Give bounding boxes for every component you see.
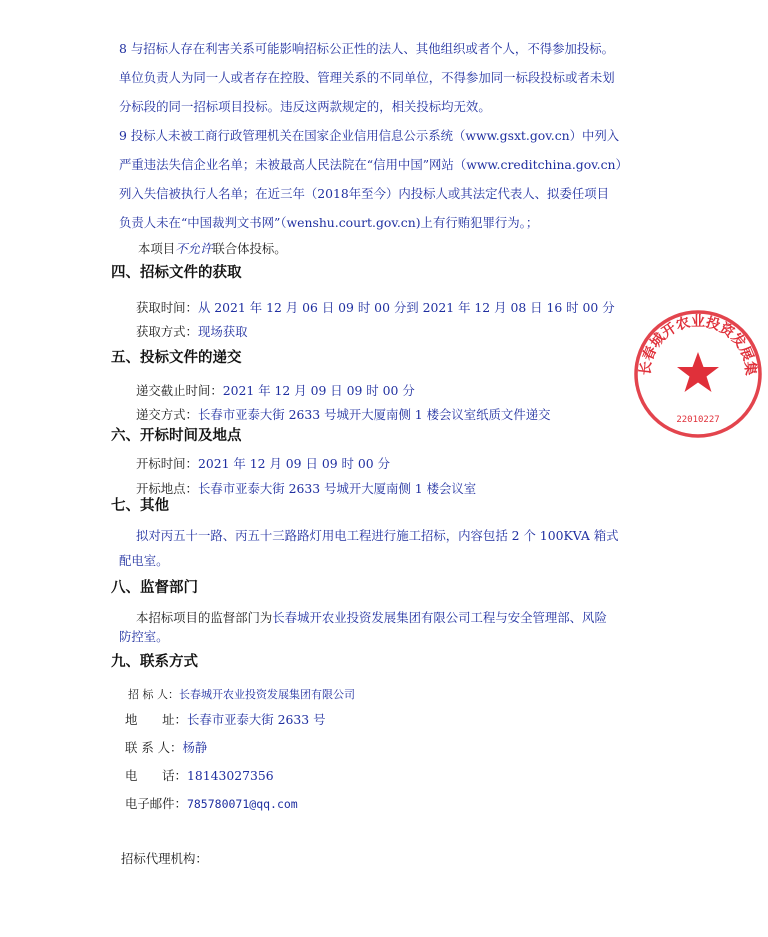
s6-time-row bbox=[136, 455, 390, 473]
item9-line4: 负责人未在“中国裁判文书网”（wenshu.court.gov.cn)上有行贿犯罪行为。； bbox=[119, 215, 539, 230]
s9-address-row bbox=[125, 711, 326, 729]
seal-number: 22010227 bbox=[676, 415, 720, 425]
section5-heading: 五、投标文件的递交 bbox=[111, 350, 242, 366]
section6-heading: 六、开标时间及地点 bbox=[111, 428, 242, 444]
s6-time-label: 开标时间： bbox=[136, 456, 198, 471]
s5-deadline-label: 递交截止时间： bbox=[136, 383, 223, 398]
joint-bid-prefix: 本项目 bbox=[138, 241, 176, 256]
s8-prefix: 本招标项目的监督部门为 bbox=[136, 610, 273, 625]
s9-phone-row bbox=[125, 767, 274, 785]
s9-tenderer-label: 招 标 人： bbox=[128, 688, 179, 701]
s8-line2: 防控室。 bbox=[119, 629, 169, 644]
s4-method-row bbox=[136, 323, 248, 341]
s5-deadline-value: 2021 年 12 月 09 日 09 时 00 分 bbox=[222, 383, 415, 398]
item9-line2: 严重违法失信企业名单；未被最高人民法院在“信用中国”网站（www.creditchina.gov.cn） bbox=[119, 157, 628, 172]
s5-method-label: 递交方式： bbox=[136, 407, 198, 422]
joint-bid-value: 不允许 bbox=[175, 241, 213, 256]
section9-heading: 九、联系方式 bbox=[111, 654, 198, 670]
s9-contact-label: 联 系 人： bbox=[125, 740, 183, 755]
s9-contact-value: 杨静 bbox=[182, 740, 208, 755]
section8-heading: 八、监督部门 bbox=[111, 580, 198, 596]
s9-address-label: 地 址： bbox=[125, 712, 187, 727]
s6-place-row bbox=[136, 480, 476, 498]
s7-line2: 配电室。 bbox=[119, 553, 169, 568]
item9-line3: 列入失信被执行人名单；在近三年（2018年至今）内投标人或其法定代表人、拟委任项目 bbox=[119, 186, 609, 201]
s5-deadline-row bbox=[136, 382, 415, 400]
seal-text: 长春城开农业投资发展集 bbox=[637, 314, 759, 377]
s9-address-value: 长春市亚泰大街 2633 号 bbox=[186, 712, 326, 727]
s6-place-label: 开标地点： bbox=[136, 481, 198, 496]
section7-heading: 七、其他 bbox=[111, 498, 169, 514]
s9-agency-label: 招标代理机构： bbox=[121, 851, 208, 866]
s5-method-row bbox=[136, 406, 551, 424]
item8-line2: 单位负责人为同一人或者存在控股、管理关系的不同单位，不得参加同一标段投标或者未划 bbox=[119, 70, 615, 85]
item8-line1: 8 与招标人存在利害关系可能影响招标公正性的法人、其他组织或者个人，不得参加投标。 bbox=[119, 41, 615, 56]
item9-line1: 9 投标人未被工商行政管理机关在国家企业信用信息公示系统（www.gsxt.gov.cn）中列入 bbox=[119, 128, 620, 143]
s5-method-value: 长春市亚泰大街 2633 号城开大厦南侧 1 楼会议室纸质文件递交 bbox=[197, 407, 551, 422]
s9-phone-label: 电 话： bbox=[125, 768, 187, 783]
s4-time-label: 获取时间： bbox=[136, 300, 198, 315]
s4-method-label: 获取方式： bbox=[136, 324, 198, 339]
s4-method-value: 现场获取 bbox=[197, 324, 248, 339]
s8-value1: 长春城开农业投资发展集团有限公司工程与安全管理部、风险 bbox=[272, 610, 607, 625]
company-seal-icon bbox=[628, 304, 768, 444]
s6-time-value: 2021 年 12 月 09 日 09 时 00 分 bbox=[197, 456, 390, 471]
s7-line1: 拟对丙五十一路、丙五十三路路灯用电工程进行施工招标，内容包括 2 个 100KVA 箱式 bbox=[136, 528, 619, 543]
s9-tenderer-row bbox=[128, 686, 355, 704]
joint-bid-suffix: 联合体投标。 bbox=[212, 241, 287, 256]
s9-phone-value: 18143027356 bbox=[186, 768, 274, 783]
s9-email-label: 电子邮件： bbox=[125, 796, 187, 811]
s8-line1 bbox=[136, 609, 607, 627]
s4-time-value: 从 2021 年 12 月 06 日 09 时 00 分到 2021 年 12 月 08 日 16 时 00 分 bbox=[197, 300, 615, 315]
seal-star-icon bbox=[677, 352, 719, 392]
item8-line3: 分标段的同一招标项目投标。违反这两款规定的，相关投标均无效。 bbox=[119, 99, 491, 114]
s6-place-value: 长春市亚泰大街 2633 号城开大厦南侧 1 楼会议室 bbox=[197, 481, 477, 496]
s9-contact-row bbox=[125, 739, 207, 757]
joint-bid-line bbox=[138, 240, 287, 258]
s9-tenderer-value: 长春城开农业投资发展集团有限公司 bbox=[179, 688, 355, 701]
s9-email-value: 785780071@qq.com bbox=[186, 797, 298, 811]
s9-email-row bbox=[125, 795, 298, 813]
s4-time-row bbox=[136, 299, 615, 317]
section4-heading: 四、招标文件的获取 bbox=[111, 265, 242, 281]
